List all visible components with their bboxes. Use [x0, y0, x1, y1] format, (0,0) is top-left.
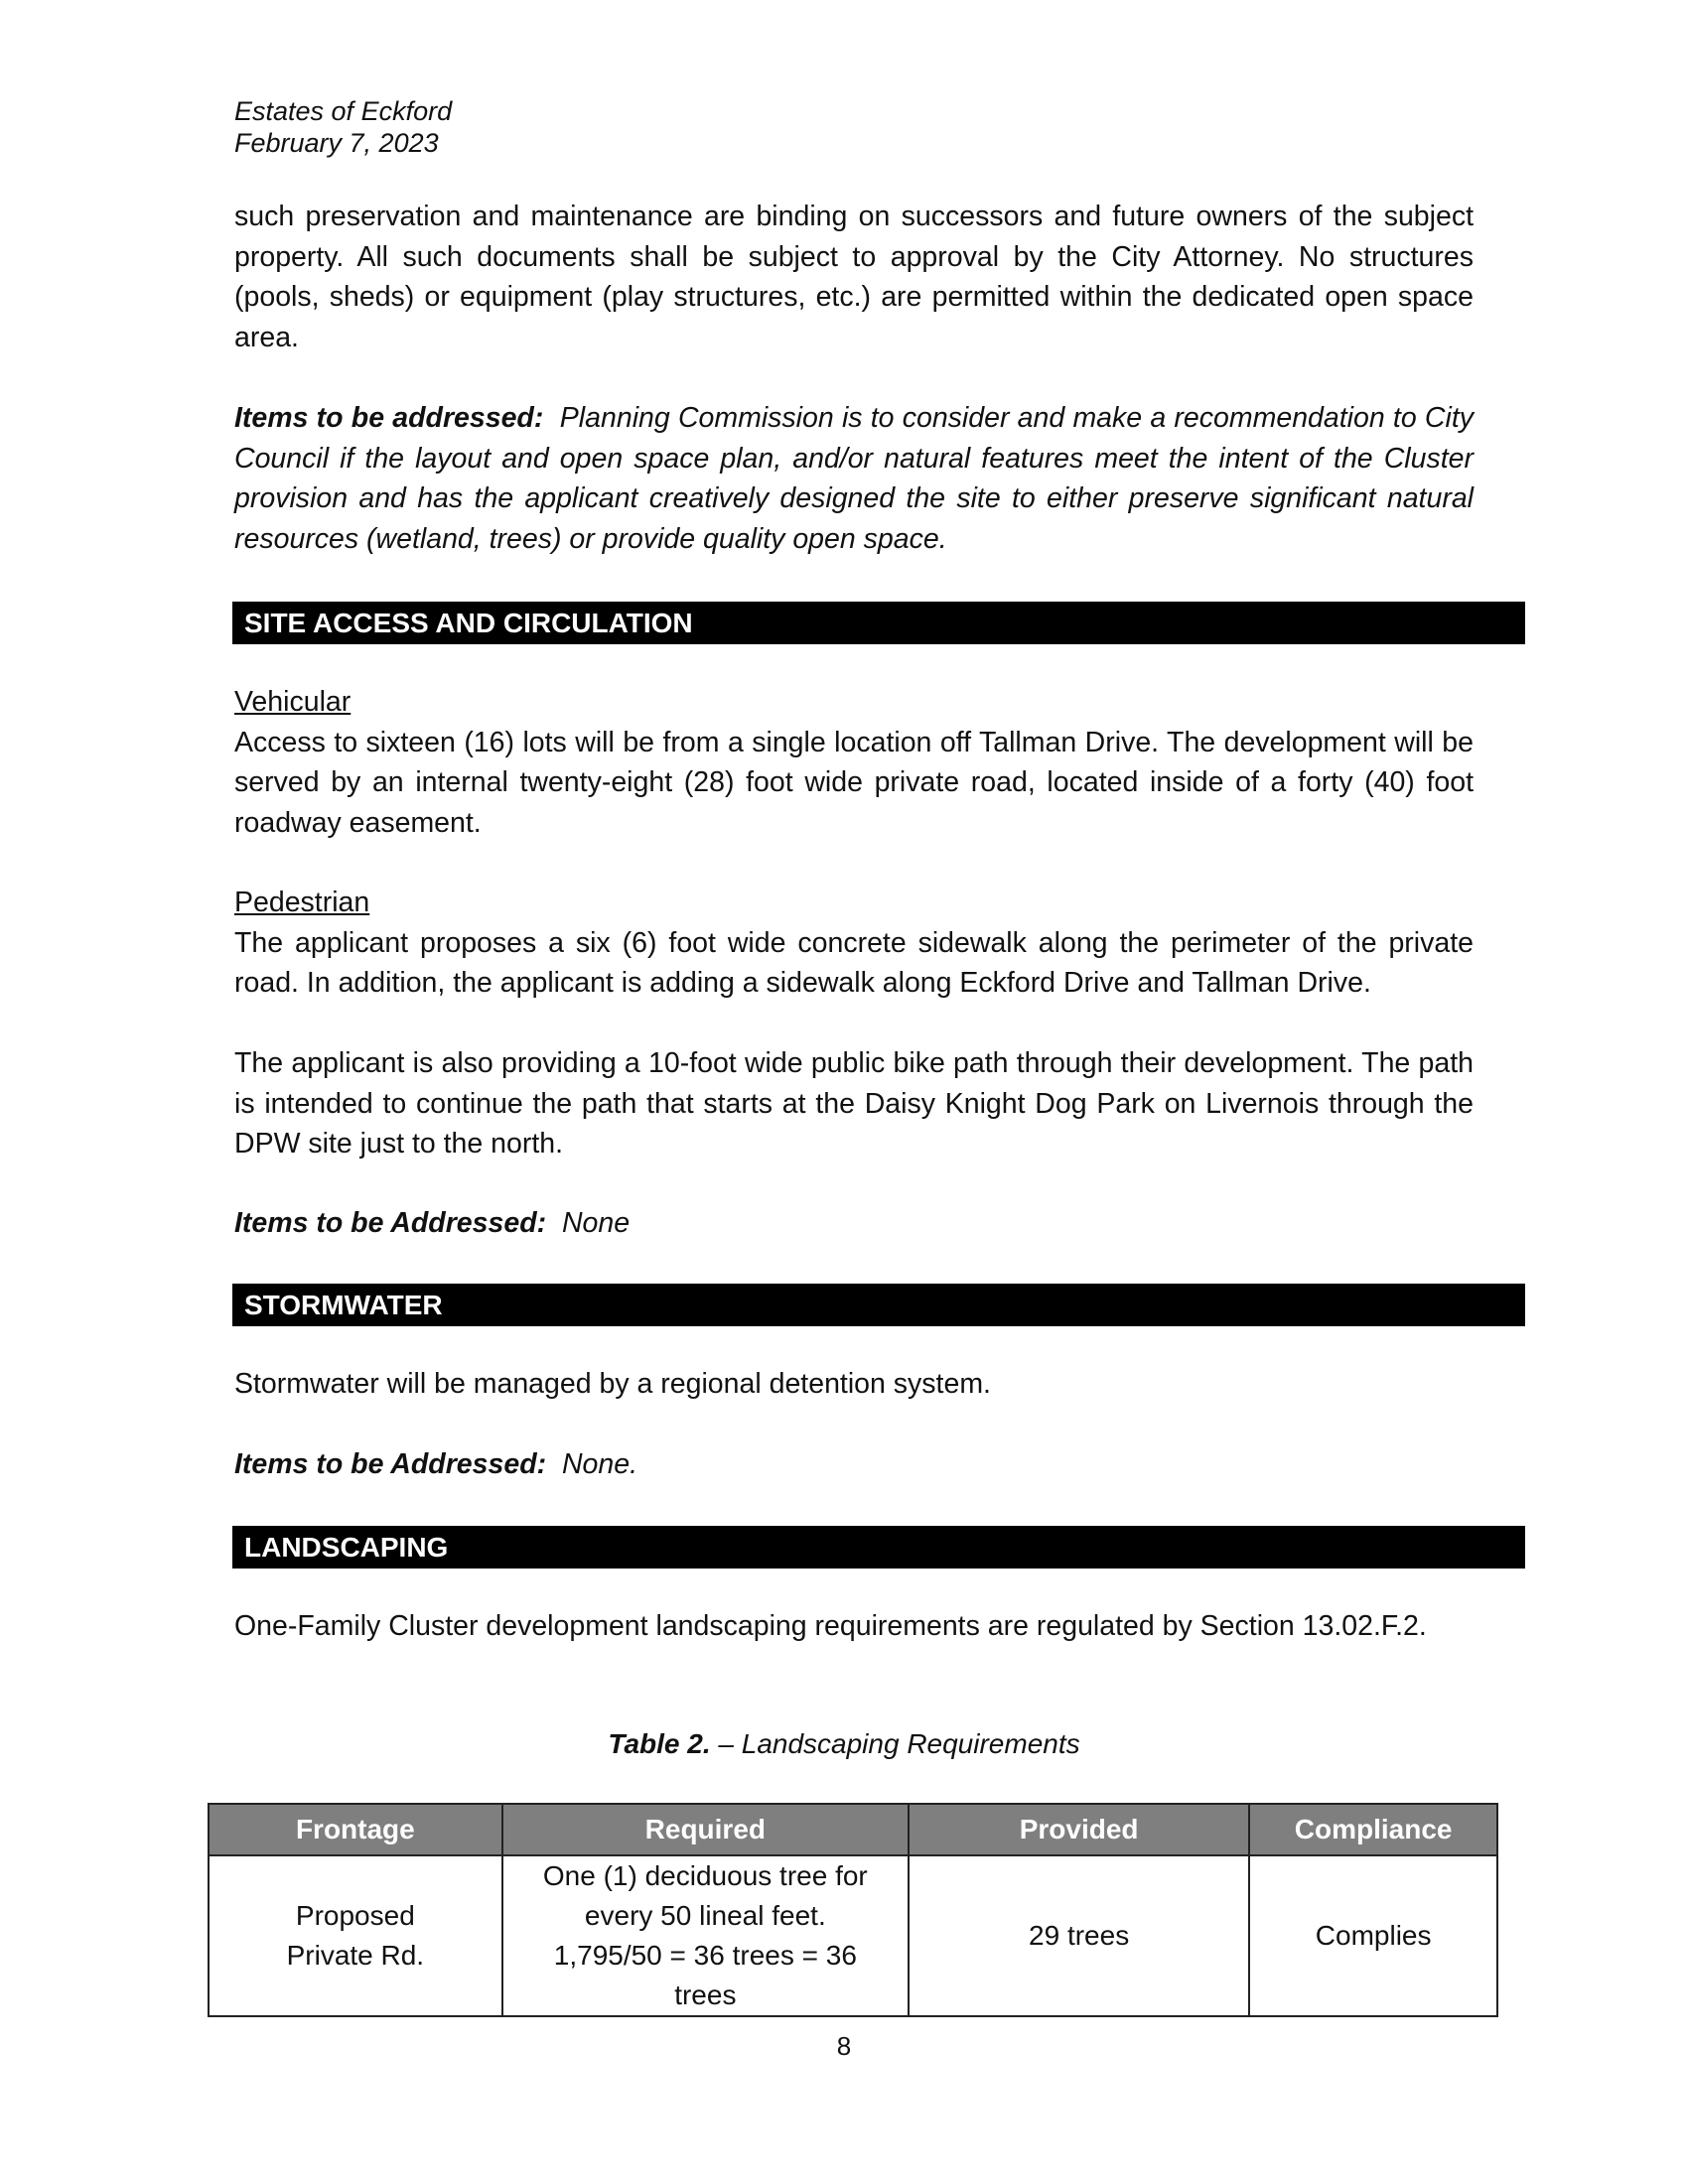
vehicular-section [234, 682, 1474, 843]
open-space-items-label: Items to be addressed: [234, 402, 544, 434]
column-header-compliance: Compliance [1249, 1804, 1497, 1855]
cell-compliance: Complies [1249, 1855, 1497, 2016]
site-access-items [234, 1203, 1474, 1244]
cell-required: One (1) deciduous tree for every 50 lineal feet. 1,795/50 = 36 trees = 36 trees [502, 1855, 909, 2016]
cell-frontage: Proposed Private Rd. [209, 1855, 502, 2016]
table-caption-title: – Landscaping Requirements [710, 1728, 1080, 1759]
column-header-required: Required [502, 1804, 909, 1855]
column-header-frontage: Frontage [209, 1804, 502, 1855]
pedestrian-section [234, 883, 1474, 1004]
header-project-name: Estates of Eckford [234, 96, 453, 126]
bike-path-paragraph: The applicant is also providing a 10-foot wide public bike path through their development. The path is intended to continue the path that starts at the Daisy Knight Dog Park on Livernois through the DPW site just to the north. [234, 1047, 1474, 1160]
page-number: 8 [836, 2031, 852, 2061]
column-header-provided: Provided [909, 1804, 1249, 1855]
stormwater-items-label: Items to be Addressed: [234, 1448, 547, 1480]
open-space-items-text: Planning Commission is to consider and make a recommendation to City Council if the layout and open space plan, and/or natural features meet the intent of the Cluster provision and has the applicant creatively designed the site to either preserve significant natural resources (wetland, trees) or provide quality open space. [234, 402, 1474, 555]
site-access-items-value: None [561, 1207, 631, 1239]
table-caption-number: Table 2. [608, 1728, 711, 1759]
landscaping-requirements-table [208, 1803, 1498, 2017]
document-header [234, 95, 452, 159]
pedestrian-heading: Pedestrian [234, 887, 370, 918]
stormwater-items-value: None. [561, 1448, 638, 1480]
cell-provided: 29 trees [909, 1855, 1249, 2016]
stormwater-items [234, 1444, 1474, 1485]
pedestrian-text: The applicant proposes a six (6) foot wide concrete sidewalk along the perimeter of the private road. In addition, the applicant is adding a sidewalk along Eckford Drive and Tallman Drive. [234, 926, 1474, 999]
table-row [209, 1855, 1497, 2016]
stormwater-text: Stormwater will be managed by a regional detention system. [234, 1368, 991, 1400]
section-heading-site-access: SITE ACCESS AND CIRCULATION [232, 602, 1525, 644]
landscaping-text: One-Family Cluster development landscaping requirements are regulated by Section 13.02.F.2. [234, 1610, 1427, 1642]
vehicular-heading: Vehicular [234, 686, 352, 718]
site-access-items-label: Items to be Addressed: [234, 1207, 547, 1239]
open-space-items-paragraph [234, 398, 1474, 559]
table-header-row [209, 1804, 1497, 1855]
section-heading-stormwater: STORMWATER [232, 1284, 1525, 1326]
table-caption [0, 1728, 1688, 1760]
header-date: February 7, 2023 [234, 128, 439, 158]
section-heading-landscaping: LANDSCAPING [232, 1526, 1525, 1569]
intro-paragraph: such preservation and maintenance are binding on successors and future owners of the subject property. All such documents shall be subject to approval by the City Attorney. No structures (pools, sheds) or equipment (play structures, etc.) are permitted within the dedicated open space area. [234, 201, 1474, 353]
vehicular-text: Access to sixteen (16) lots will be from a single location off Tallman Drive. The development will be served by an internal twenty-eight (28) foot wide private road, located inside of a forty (40) foot roadway easement. [234, 726, 1474, 839]
